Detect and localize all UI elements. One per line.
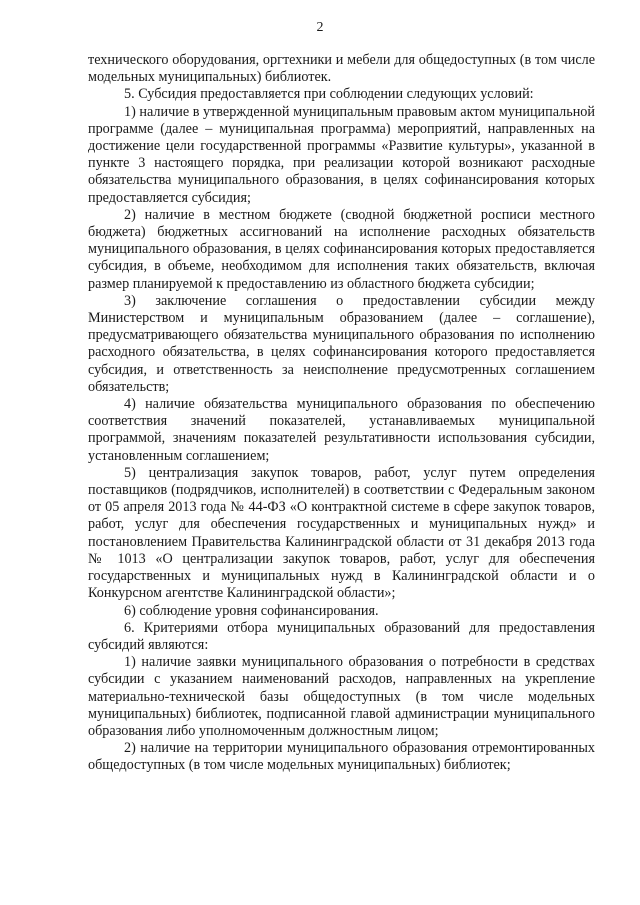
- paragraph: 3) заключение соглашения о предоставлении субсидии между Министерством и муниципальным образованием (далее – соглашение), предусматривающего обязательства муниципального образования по исполнению расходного обязательства, в целях софинансирования которого предоставляется субсидия, и ответственность за неисполнение предусмотренных соглашением обязательств;: [88, 292, 595, 395]
- paragraph: 6. Критериями отбора муниципальных образований для предоставления субсидий являются:: [88, 619, 595, 653]
- paragraph: 5. Субсидия предоставляется при соблюдении следующих условий:: [124, 86, 534, 103]
- paragraph: 1) наличие в утвержденной муниципальным правовым актом муниципальной программе (далее – муниципальная программа) мероприятий, направленных на достижение цели государственной программы «Развитие культуры», указанной в пункте 3 настоящего порядка, при реализации которой возникают расходные обязательства муниципального образования, в целях софинансирования которых предоставляется субсидия;: [88, 103, 595, 206]
- paragraph: 5) централизация закупок товаров, работ, услуг путем определения поставщиков (подрядчиков, исполнителей) в соответствии с Федеральным законом от 05 апреля 2013 года № 44-ФЗ «О контрактной системе в сфере закупок товаров, работ, услуг для обеспечения государственных и муниципальных нужд» и постановлением Правительства Калининградской области от 31 декабря 2013 года № 1013 «О централизации закупок товаров, работ, услуг для обеспечения государственных и муниципальных нужд в Калининградской области и о Конкурсном агентстве Калининградской области»;: [88, 464, 595, 602]
- paragraph: технического оборудования, оргтехники и мебели для общедоступных (в том числе модельных муниципальных) библиотек.: [88, 52, 595, 86]
- paragraph: 4) наличие обязательства муниципального образования по обеспечению соответствия значений показателей, устанавливаемых муниципальной программой, значениям показателей результативности использования субсидии, установленным соглашением;: [88, 396, 595, 464]
- paragraph: 6) соблюдение уровня софинансирования.: [124, 602, 379, 619]
- page-number: 2: [316, 20, 324, 35]
- paragraph: 2) наличие в местном бюджете (сводной бюджетной росписи местного бюджета) бюджетных ассигнований на исполнение расходных обязательств муниципального образования, в целях софинансирования которых предоставляется субсидия, в объеме, необходимом для исполнения таких обязательств, включая размер планируемой к предоставлению из областного бюджета субсидии;: [88, 206, 595, 292]
- document-body: [88, 52, 595, 775]
- paragraph: 2) наличие на территории муниципального образования отремонтированных общедоступных (в том числе модельных муниципальных) библиотек;: [88, 740, 595, 774]
- paragraph: 1) наличие заявки муниципального образования о потребности в средствах субсидии с указанием наименований расходов, направленных на укрепление материально-технической базы общедоступных (в том числе модельных муниципальных) библиотек, подписанной главой администрации муниципального образования либо уполномоченным должностным лицом;: [88, 654, 595, 739]
